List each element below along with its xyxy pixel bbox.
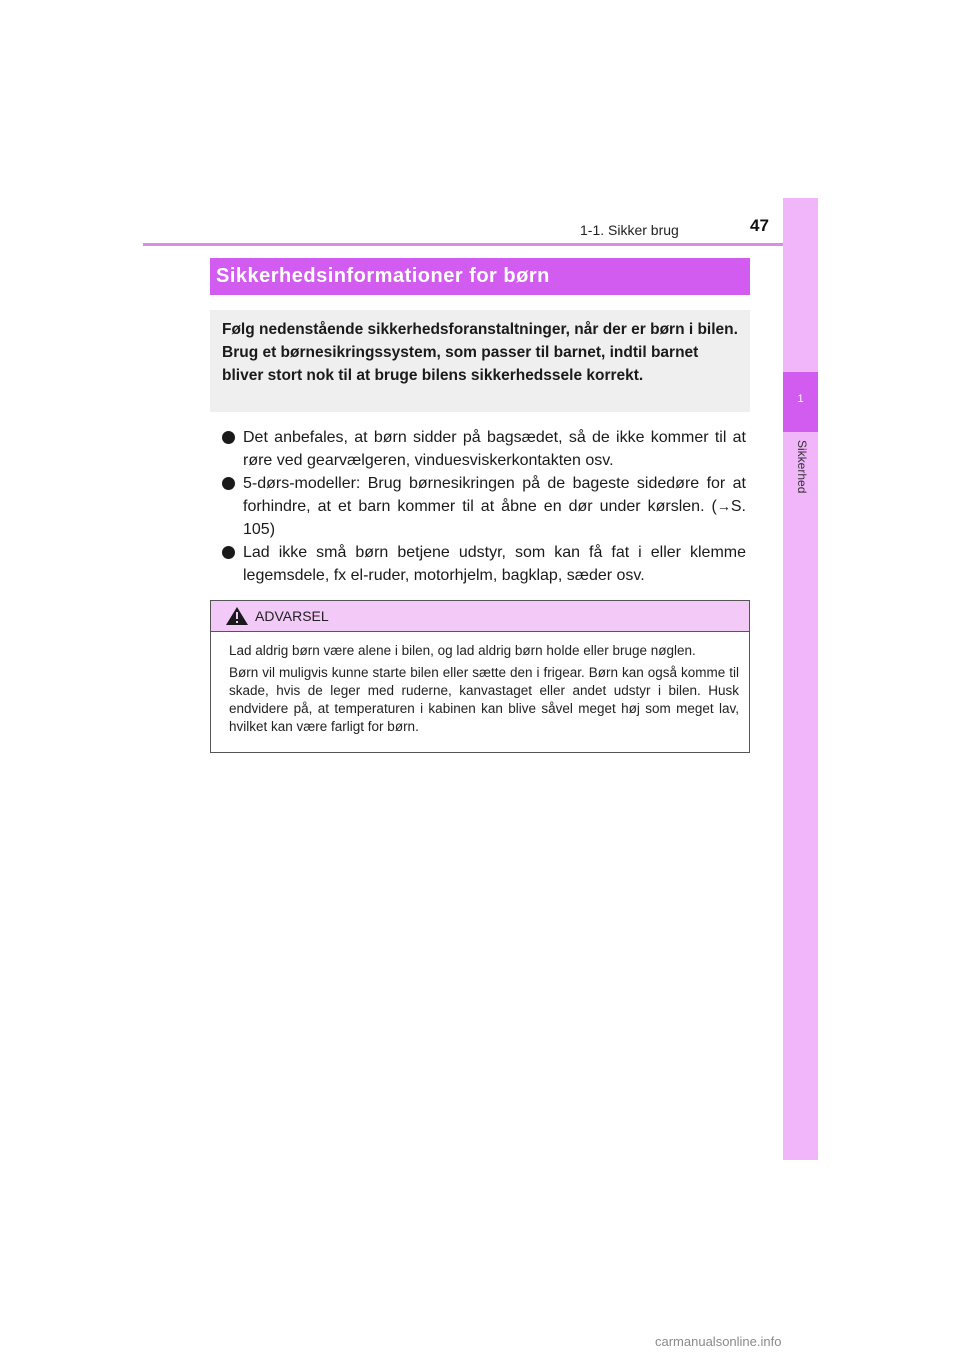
bullet-text-3: Lad ikke små børn betjene udstyr, som kan få fat i eller klemme legemsdele, fx el-ruder, motorhjelm, bagklap, sæder osv.: [243, 544, 746, 584]
warning-paragraph-1: Lad aldrig børn være alene i bilen, og lad aldrig børn holde eller bruge nøglen.: [229, 643, 696, 658]
bullet-dot-icon: [222, 477, 235, 490]
chapter-side-tab: [783, 198, 818, 1160]
warning-body: [211, 632, 749, 736]
banner-title: Sikkerhedsinformationer for børn: [216, 265, 550, 287]
arrow-right-icon: →: [716, 498, 731, 514]
bullet-dot-icon: [222, 431, 235, 444]
section-banner: [210, 258, 750, 295]
warning-header: [211, 601, 749, 632]
intro-line-2: Brug et børnesikringssystem, som passer til barnet, indtil barnet bliver stort nok til at bruge bilens sikkerhedssele korrekt.: [222, 344, 699, 384]
page-reference-link[interactable]: S. 105): [243, 498, 746, 538]
section-title: 1-1. Sikker brug: [580, 222, 679, 238]
intro-box: [210, 310, 750, 412]
header-rule: [143, 243, 818, 246]
bullet-text-2-pre: 5-dørs-modeller: Brug børnesikringen på de bageste sidedøre for at forhindre, at et barn kommer til at åbne en dør under kørslen. (: [243, 475, 746, 515]
bullet-text-1: Det anbefales, at børn sidder på bagsædet, så de ikke kommer til at røre ved gearvælgeren, vinduesviskerkontakten osv.: [243, 429, 746, 469]
list-item: [222, 472, 746, 541]
list-item: [222, 426, 746, 472]
warning-triangle-icon: [225, 606, 249, 626]
watermark: carmanualsonline.info: [655, 1334, 782, 1349]
chapter-number: 1: [797, 393, 804, 405]
bullet-list: [222, 426, 746, 587]
warning-label: ADVARSEL: [255, 608, 329, 624]
warning-box: [210, 600, 750, 753]
page-number: 47: [750, 216, 769, 235]
chapter-label: Sikkerhed: [795, 440, 809, 494]
intro-line-1: Følg nedenstående sikkerhedsforanstaltninger, når der er børn i bilen.: [222, 321, 738, 338]
warning-paragraph-2: Børn vil muligvis kunne starte bilen eller sætte den i frigear. Børn kan også komme til skade, hvis de leger med ruderne, kanvastaget eller andet udstyr i bilen. Husk endvidere på, at temperaturen i kabinen kan blive såvel meget høj som meget lav, hvilket kan være farligt for børn.: [229, 665, 739, 734]
list-item: [222, 541, 746, 587]
bullet-dot-icon: [222, 546, 235, 559]
